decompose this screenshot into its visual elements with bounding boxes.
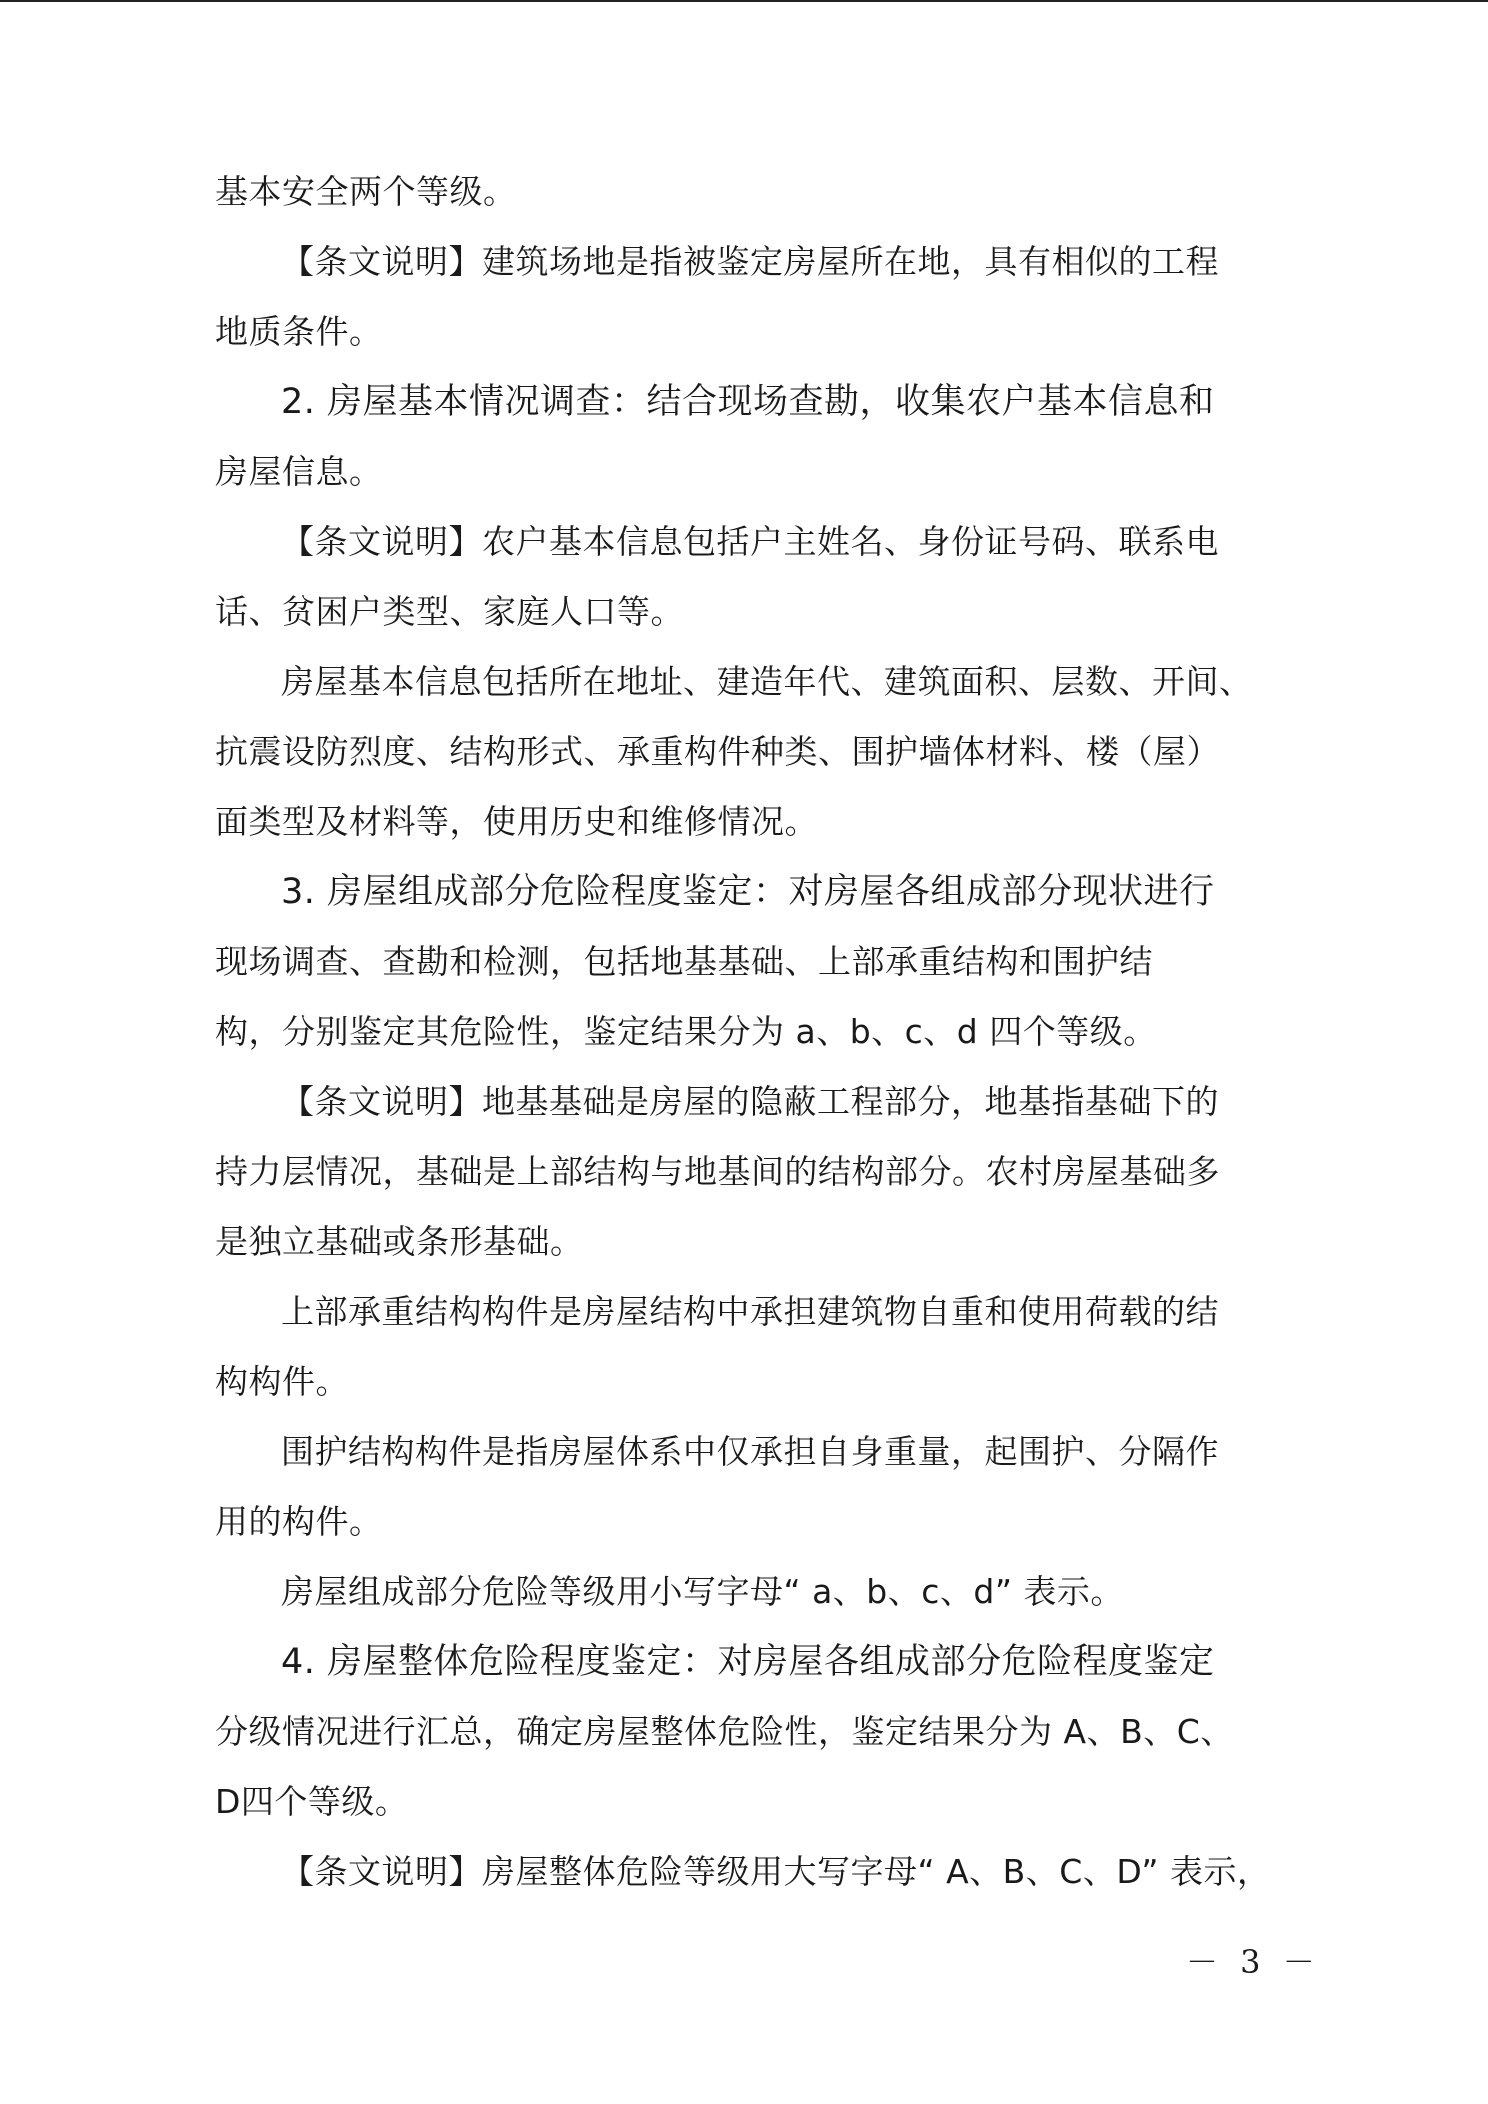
text-line: 是独立基础或条形基础。 [215, 1222, 584, 1261]
text-line: 房屋组成部分危险等级用小写字母“ a、b、c、d” 表示。 [281, 1572, 1124, 1611]
text-line: 基本安全两个等级。 [215, 172, 517, 211]
text-line: 抗震设防烈度、结构形式、承重构件种类、围护墙体材料、楼（屋） [215, 732, 1220, 771]
top-border [0, 0, 1488, 2]
section-heading-3: 3. 房屋组成部分危险程度鉴定：对房屋各组成部分现状进行 [281, 872, 1215, 912]
section-heading-4: 4. 房屋整体危险程度鉴定：对房屋各组成部分危险程度鉴定 [281, 1642, 1215, 1682]
text-line: 【条文说明】房屋整体危险等级用大写字母“ A、B、C、D” 表示， [281, 1852, 1271, 1891]
text-line: 围护结构构件是指房屋体系中仅承担自身重量，起围护、分隔作 [281, 1432, 1219, 1471]
text-line: 【条文说明】地基基础是房屋的隐蔽工程部分，地基指基础下的 [281, 1082, 1219, 1121]
text-line: 【条文说明】农户基本信息包括户主姓名、身份证号码、联系电 [281, 522, 1219, 561]
text-line: 分级情况进行汇总，确定房屋整体危险性，鉴定结果分为 A、B、C、 [215, 1712, 1234, 1751]
text-line: 地质条件。 [215, 312, 383, 351]
page-number: － 3 － [1186, 1943, 1321, 1981]
section-heading-2: 2. 房屋基本情况调查：结合现场查勘，收集农户基本信息和 [281, 382, 1215, 422]
text-line: 构构件。 [215, 1362, 349, 1401]
text-line: D四个等级。 [215, 1782, 409, 1821]
text-line: 上部承重结构构件是房屋结构中承担建筑物自重和使用荷载的结 [281, 1292, 1219, 1331]
text-line: 话、贫困户类型、家庭人口等。 [215, 592, 684, 631]
text-line: 构，分别鉴定其危险性，鉴定结果分为 a、b、c、d 四个等级。 [215, 1012, 1157, 1051]
text-line: 房屋基本信息包括所在地址、建造年代、建筑面积、层数、开间、 [281, 662, 1253, 701]
text-line: 房屋信息。 [215, 452, 383, 491]
text-line: 现场调查、查勘和检测，包括地基基础、上部承重结构和围护结 [215, 942, 1153, 981]
text-line: 【条文说明】建筑场地是指被鉴定房屋所在地，具有相似的工程 [281, 242, 1219, 281]
text-line: 持力层情况，基础是上部结构与地基间的结构部分。农村房屋基础多 [215, 1152, 1220, 1191]
text-line: 用的构件。 [215, 1502, 383, 1541]
text-line: 面类型及材料等，使用历史和维修情况。 [215, 802, 818, 841]
